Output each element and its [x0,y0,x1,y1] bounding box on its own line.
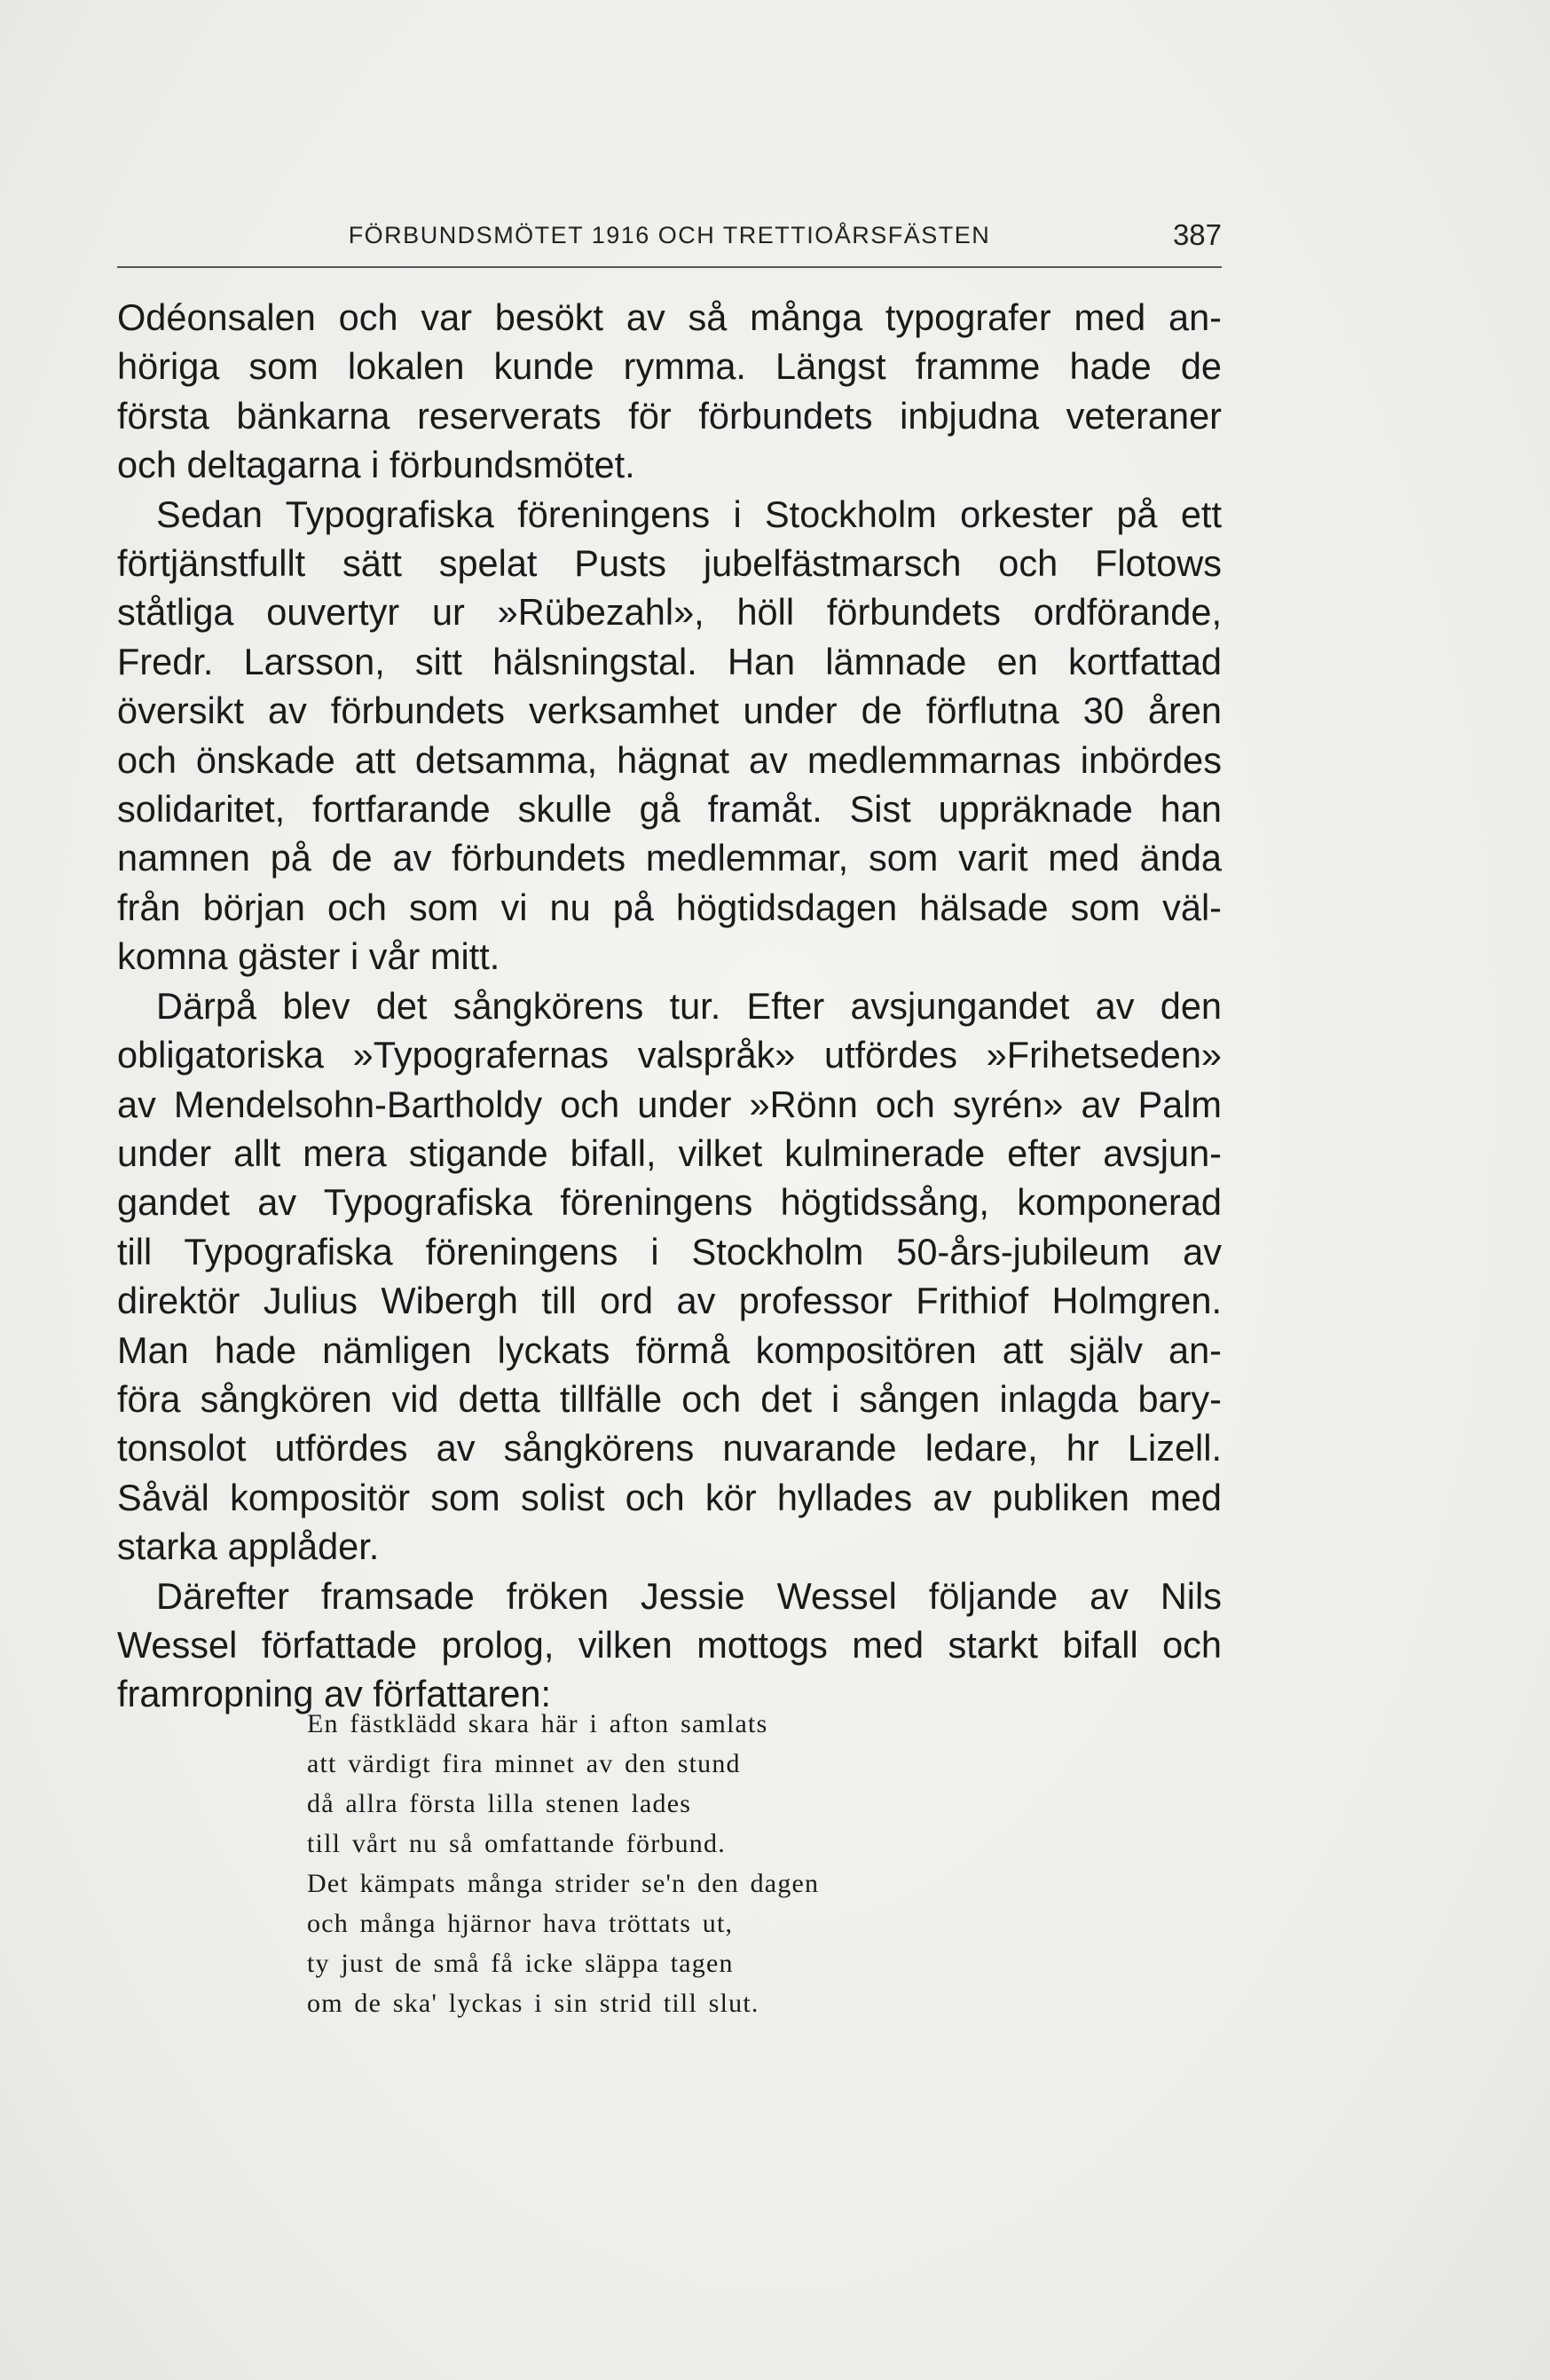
text-line: Därpå blev det sångkörens tur. Efter avsjungandet av den [156,984,1222,1027]
poem-line: om de ska' lyckas i sin strid till slut. [307,1989,759,2018]
poem-line: till vårt nu så omfattande förbund. [307,1829,726,1858]
text-line: solidaritet, fortfarande skulle gå framåt. Sist uppräknade han [117,788,1222,831]
page-number: 387 [1172,218,1222,251]
poem-line: då allra första lilla stenen lades [307,1789,692,1818]
page-header [117,218,1222,263]
text-line: Därefter framsade fröken Jessie Wessel följande av Nils [156,1574,1222,1617]
text-line: till Typografiska föreningens i Stockholm 50-års-jubileum av [117,1230,1222,1273]
text-line: ståtliga ouvertyr ur »Rübezahl», höll förbundets ordförande, [117,591,1222,634]
text-line: föra sångkören vid detta tillfälle och det i sången inlagda bary- [117,1377,1222,1420]
text-line: förtjänstfullt sätt spelat Pusts jubelfästmarsch och Flotows [117,542,1222,585]
text-line: Såväl kompositör som solist och kör hyllades av publiken med [117,1476,1222,1518]
text-line: höriga som lokalen kunde rymma. Längst framme hade de [117,345,1222,388]
text-line: översikt av förbundets verksamhet under de förflutna 30 åren [117,690,1222,732]
text-line: från början och som vi nu på högtidsdagen hälsade som väl- [117,886,1222,928]
text-line: Sedan Typografiska föreningens i Stockholm orkester på ett [156,493,1222,535]
text-line: första bänkarna reserverats för förbundets inbjudna veteraner [117,394,1222,437]
text-line: Wessel författade prolog, vilken mottogs med starkt bifall och [117,1623,1222,1666]
poem-line: En fästklädd skara här i afton samlats [307,1709,768,1738]
text-line: komna gäster i vår mitt. [117,935,500,978]
poem-line: Det kämpats många strider se'n den dagen [307,1869,820,1898]
body-text [117,293,1222,1719]
text-line: tonsolot utfördes av sångkörens nuvarande ledare, hr Lizell. [117,1427,1222,1470]
text-line: av Mendelsohn-Bartholdy och under »Rönn och syrén» av Palm [117,1083,1222,1125]
text-line: och önskade att detsamma, hägnat av medlemmarnas inbördes [117,738,1222,781]
header-rule [117,266,1222,268]
text-line: Man hade nämligen lyckats förmå kompositören att själv an- [117,1328,1222,1371]
text-line: framropning av författaren: [117,1673,552,1715]
text-line: namnen på de av förbundets medlemmar, som varit med ända [117,837,1222,879]
running-head: FÖRBUNDSMÖTET 1916 OCH TRETTIOÅRSFÄSTEN [348,222,991,248]
text-line: direktör Julius Wibergh till ord av professor Frithiof Holmgren. [117,1280,1222,1322]
text-line: och deltagarna i förbundsmötet. [117,444,635,486]
text-line: Odéonsalen och var besökt av så många typografer med an- [117,296,1222,338]
text-line: gandet av Typografiska föreningens högtidssång, komponerad [117,1181,1222,1224]
text-line: starka applåder. [117,1525,380,1568]
text-line: Fredr. Larsson, sitt hälsningstal. Han lämnade en kortfattad [117,640,1222,682]
text-line: under allt mera stigande bifall, vilket kulminerade efter avsjun- [117,1131,1222,1174]
text-line: obligatoriska »Typografernas valspråk» utfördes »Frihetseden» [117,1034,1222,1076]
poem-line: och många hjärnor hava tröttats ut, [307,1909,734,1938]
poem-line: ty just de små få icke släppa tagen [307,1949,734,1978]
prolog-poem [307,1704,819,2023]
poem-line: att värdigt fira minnet av den stund [307,1749,741,1778]
